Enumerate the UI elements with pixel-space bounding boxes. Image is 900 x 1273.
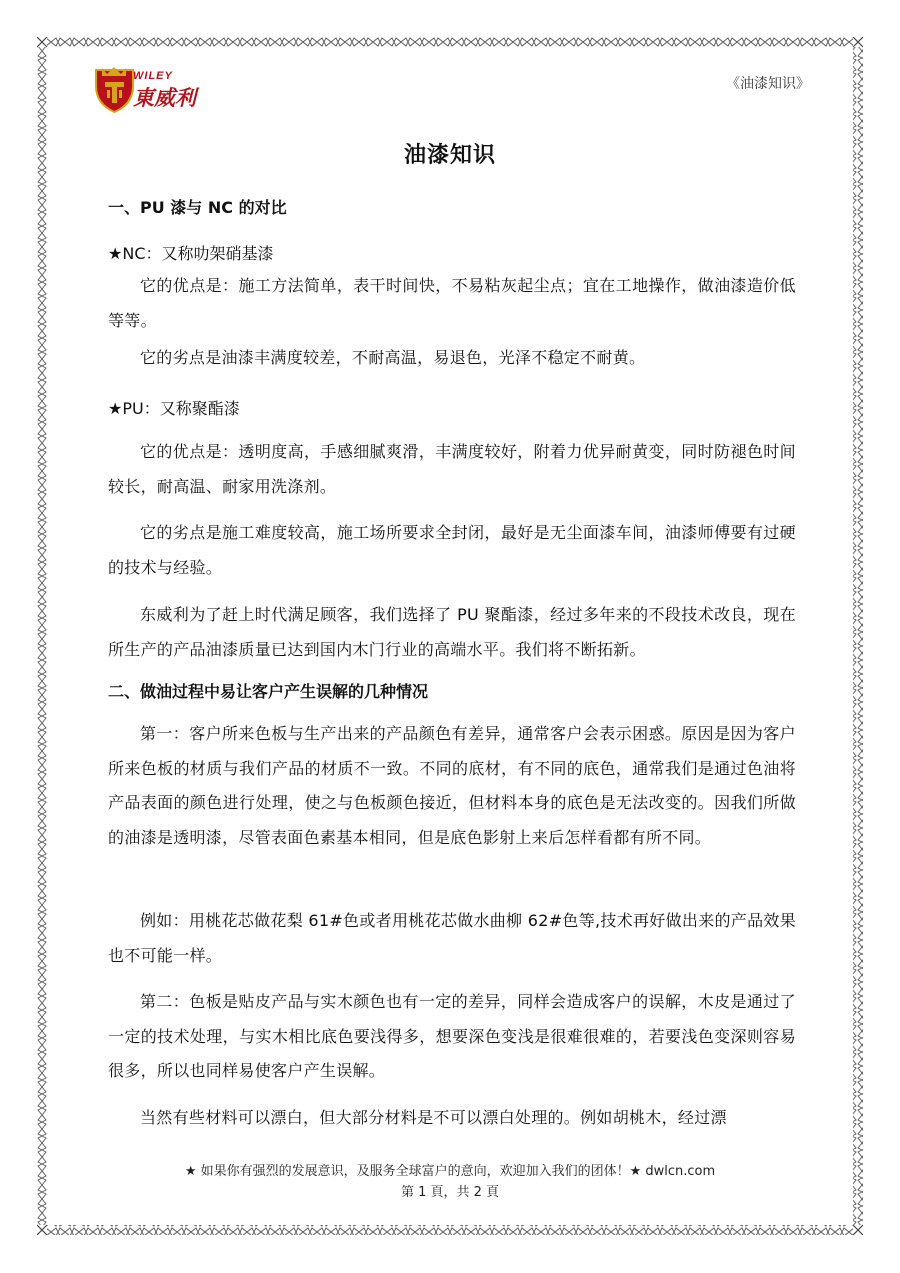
page-title: 油漆知识 xyxy=(403,143,496,168)
logo-text-en: WILEY xyxy=(133,70,173,82)
footer-slogan: ★ 如果你有强烈的发展意识，及服务全球富户的意向，欢迎加入我们的团体！★ dwlcn.com xyxy=(184,1164,716,1179)
nc-cons: 它的劣点是油漆丰满度较差，不耐高温，易退色，光泽不稳定不耐黄。 xyxy=(140,348,646,367)
page-number: 第 1 頁，共 2 頁 xyxy=(400,1185,500,1200)
section2-p2: 例如：用桃花芯做花梨 61#色或者用桃花芯做水曲柳 62#色等,技术再好做出来的产品效果也不可能一样。 xyxy=(108,911,796,965)
section2-p4: 当然有些材料可以漂白，但大部分材料是不可以漂白处理的。例如胡桃木，经过漂 xyxy=(140,1108,727,1127)
company-logo xyxy=(93,66,215,114)
section2-p3: 第二：色板是贴皮产品与实木颜色也有一定的差异，同样会造成客户的误解，木皮是通过了一定的技术处理，与实木相比底色要浅得多，想要深色变浅是很难很难的，若要浅色变深则容易很多，所以也同样易使客户产生误解。 xyxy=(108,992,796,1080)
company-paragraph: 东威利为了赶上时代满足顾客，我们选择了 PU 聚酯漆，经过多年来的不段技术改良，现在所生产的产品油漆质量已达到国内木门行业的高端水平。我们将不断拓新。 xyxy=(108,605,796,659)
doc-reference: 《油漆知识》 xyxy=(726,76,810,92)
section1-heading: 一、PU 漆与 NC 的对比 xyxy=(108,198,287,217)
pu-pros: 它的优点是：透明度高，手感细腻爽滑，丰满度较好，附着力优异耐黄变，同时防褪色时间较长，耐高温、耐家用洗涤剂。 xyxy=(108,442,796,496)
logo-text-cn: 東威利 xyxy=(133,86,196,110)
section2-p1: 第一：客户所来色板与生产出来的产品颜色有差异，通常客户会表示困惑。原因是因为客户所来色板的材质与我们产品的材质不一致。不同的底材，有不同的底色，通常我们是通过色油将产品表面的颜色进行处理，使之与色板颜色接近，但材料本身的底色是无法改变的。因我们所做的油漆是透明漆，尽管表面色素基本相同，但是底色影射上来后怎样看都有所不同。 xyxy=(108,724,796,847)
pu-cons: 它的劣点是施工难度较高，施工场所要求全封闭，最好是无尘面漆车间，油漆师傅要有过硬的技术与经验。 xyxy=(108,523,796,577)
nc-pros: 它的优点是：施工方法简单，表干时间快，不易粘灰起尘点；宜在工地操作，做油漆造价低等等。 xyxy=(108,276,796,330)
pu-title: ★PU：又称聚酯漆 xyxy=(108,399,240,418)
section2-heading: 二、做油过程中易让客户产生误解的几种情况 xyxy=(108,682,429,701)
nc-title: ★NC：又称叻架硝基漆 xyxy=(108,244,274,263)
